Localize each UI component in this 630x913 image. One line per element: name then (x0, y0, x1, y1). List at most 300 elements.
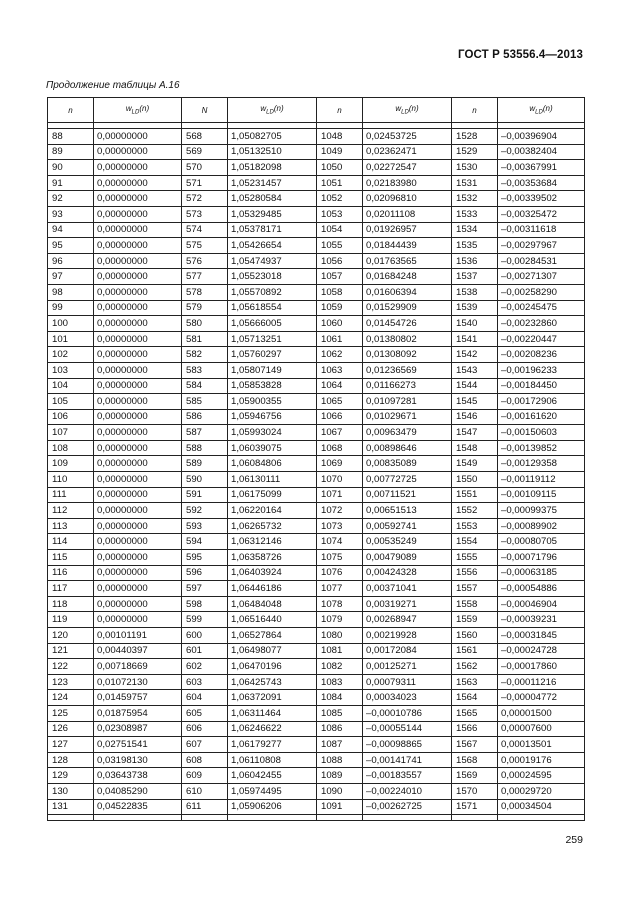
index-cell: 1053 (317, 206, 363, 222)
value-cell: 1,06311464 (228, 705, 317, 721)
table-row (48, 550, 585, 566)
index-cell: 1566 (452, 721, 498, 737)
value-cell: 0,00000000 (94, 300, 182, 316)
index-cell: 1060 (317, 316, 363, 332)
table-row (48, 206, 585, 222)
index-cell: 1552 (452, 503, 498, 519)
value-cell: –0,00055144 (363, 721, 452, 737)
index-cell: 568 (182, 129, 228, 145)
index-cell: 1545 (452, 394, 498, 410)
index-cell: 94 (48, 222, 94, 238)
index-cell: 583 (182, 362, 228, 378)
index-cell: 1062 (317, 347, 363, 363)
value-cell: 1,06179277 (228, 737, 317, 753)
value-cell: 0,00371041 (363, 581, 452, 597)
table-row (48, 565, 585, 581)
value-cell: 0,00424328 (363, 565, 452, 581)
value-cell: 1,05426654 (228, 238, 317, 254)
index-cell: 1532 (452, 191, 498, 207)
table-row (48, 721, 585, 737)
table-row (48, 160, 585, 176)
index-cell: 1550 (452, 472, 498, 488)
value-cell: 0,02183980 (363, 175, 452, 191)
index-cell: 609 (182, 768, 228, 784)
value-cell: 0,00000000 (94, 144, 182, 160)
value-cell: 1,05906206 (228, 799, 317, 815)
index-cell: 1075 (317, 550, 363, 566)
value-cell: 0,00000000 (94, 456, 182, 472)
index-cell: 116 (48, 565, 94, 581)
value-cell: 1,05132510 (228, 144, 317, 160)
value-cell: 0,00268947 (363, 612, 452, 628)
index-cell: 105 (48, 394, 94, 410)
value-cell: –0,00139852 (498, 440, 585, 456)
index-cell: 1082 (317, 659, 363, 675)
table-row (48, 503, 585, 519)
value-cell: 0,03643738 (94, 768, 182, 784)
value-cell: –0,00004772 (498, 690, 585, 706)
index-cell: 1567 (452, 737, 498, 753)
table-row (48, 643, 585, 659)
value-cell: 1,06358726 (228, 550, 317, 566)
index-cell: 123 (48, 674, 94, 690)
value-cell: 0,01763565 (363, 253, 452, 269)
value-cell: 0,01844439 (363, 238, 452, 254)
value-cell: 1,05666005 (228, 316, 317, 332)
value-cell: 0,00000000 (94, 440, 182, 456)
index-cell: 1064 (317, 378, 363, 394)
index-cell: 585 (182, 394, 228, 410)
value-cell: –0,00089902 (498, 518, 585, 534)
index-cell: 1549 (452, 456, 498, 472)
index-cell: 98 (48, 284, 94, 300)
table-caption: Продолжение таблицы А.16 (46, 80, 180, 91)
value-cell: 0,00000000 (94, 612, 182, 628)
column-header: N (182, 98, 228, 123)
value-cell: 0,02096810 (363, 191, 452, 207)
column-header: $w_{LD}(n)$ (228, 98, 317, 123)
index-cell: 1554 (452, 534, 498, 550)
value-cell: 0,00000000 (94, 269, 182, 285)
value-cell: 0,00000000 (94, 160, 182, 176)
value-cell: 0,02308987 (94, 721, 182, 737)
index-cell: 120 (48, 628, 94, 644)
index-cell: 1087 (317, 737, 363, 753)
index-cell: 576 (182, 253, 228, 269)
index-cell: 1074 (317, 534, 363, 550)
value-cell: 0,00000000 (94, 394, 182, 410)
index-cell: 1551 (452, 487, 498, 503)
table-row (48, 175, 585, 191)
index-cell: 1058 (317, 284, 363, 300)
value-cell: 0,00034023 (363, 690, 452, 706)
value-cell: 0,00001500 (498, 705, 585, 721)
index-cell: 103 (48, 362, 94, 378)
value-cell: 0,00440397 (94, 643, 182, 659)
index-cell: 106 (48, 409, 94, 425)
value-cell: 1,05618554 (228, 300, 317, 316)
index-cell: 600 (182, 628, 228, 644)
value-cell: 0,01606394 (363, 284, 452, 300)
index-cell: 574 (182, 222, 228, 238)
table-row (48, 596, 585, 612)
value-cell: –0,00172906 (498, 394, 585, 410)
index-cell: 1537 (452, 269, 498, 285)
value-cell: 0,00000000 (94, 581, 182, 597)
index-cell: 1048 (317, 129, 363, 145)
index-cell: 1091 (317, 799, 363, 815)
index-cell: 117 (48, 581, 94, 597)
value-cell: –0,00339502 (498, 191, 585, 207)
value-cell: 0,01926957 (363, 222, 452, 238)
table-row (48, 487, 585, 503)
value-cell: 0,01875954 (94, 705, 182, 721)
value-cell: –0,00232860 (498, 316, 585, 332)
value-cell: –0,00161620 (498, 409, 585, 425)
value-cell: –0,00220447 (498, 331, 585, 347)
table-row (48, 612, 585, 628)
index-cell: 108 (48, 440, 94, 456)
value-cell: 0,02272547 (363, 160, 452, 176)
index-cell: 1528 (452, 129, 498, 145)
index-cell: 578 (182, 284, 228, 300)
index-cell: 582 (182, 347, 228, 363)
value-cell: 1,06130111 (228, 472, 317, 488)
index-cell: 1559 (452, 612, 498, 628)
index-cell: 577 (182, 269, 228, 285)
value-cell: 0,00000000 (94, 425, 182, 441)
value-cell: 1,05974495 (228, 783, 317, 799)
index-cell: 601 (182, 643, 228, 659)
value-cell: –0,00284531 (498, 253, 585, 269)
value-cell: 0,00835089 (363, 456, 452, 472)
value-cell: 0,00000000 (94, 534, 182, 550)
index-cell: 1083 (317, 674, 363, 690)
index-cell: 611 (182, 799, 228, 815)
table-row (48, 799, 585, 815)
index-cell: 1061 (317, 331, 363, 347)
index-cell: 579 (182, 300, 228, 316)
value-cell: 1,05231457 (228, 175, 317, 191)
value-cell: 0,00000000 (94, 378, 182, 394)
index-cell: 594 (182, 534, 228, 550)
value-cell: –0,00297967 (498, 238, 585, 254)
table-row (48, 394, 585, 410)
index-cell: 131 (48, 799, 94, 815)
coefficients-table (47, 97, 585, 821)
index-cell: 96 (48, 253, 94, 269)
index-cell: 1073 (317, 518, 363, 534)
index-cell: 121 (48, 643, 94, 659)
index-cell: 1529 (452, 144, 498, 160)
value-cell: 0,01459757 (94, 690, 182, 706)
table-row (48, 316, 585, 332)
value-cell: 0,00029720 (498, 783, 585, 799)
value-cell: 0,00000000 (94, 191, 182, 207)
index-cell: 1090 (317, 783, 363, 799)
index-cell: 1081 (317, 643, 363, 659)
value-cell: –0,00129358 (498, 456, 585, 472)
index-cell: 1553 (452, 518, 498, 534)
value-cell: –0,00258290 (498, 284, 585, 300)
index-cell: 1049 (317, 144, 363, 160)
index-cell: 126 (48, 721, 94, 737)
index-cell: 602 (182, 659, 228, 675)
value-cell: –0,00224010 (363, 783, 452, 799)
value-cell: –0,00098865 (363, 737, 452, 753)
index-cell: 1538 (452, 284, 498, 300)
document-standard-header: ГОСТ Р 53556.4—2013 (458, 49, 583, 61)
value-cell: –0,00353684 (498, 175, 585, 191)
value-cell: –0,00367991 (498, 160, 585, 176)
index-cell: 586 (182, 409, 228, 425)
value-cell: 0,00000000 (94, 362, 182, 378)
value-cell: 0,00000000 (94, 518, 182, 534)
value-cell: –0,00271307 (498, 269, 585, 285)
value-cell: –0,00150603 (498, 425, 585, 441)
value-cell: 0,01380802 (363, 331, 452, 347)
value-cell: 0,01166273 (363, 378, 452, 394)
table-row (48, 581, 585, 597)
index-cell: 1085 (317, 705, 363, 721)
index-cell: 1569 (452, 768, 498, 784)
index-cell: 589 (182, 456, 228, 472)
value-cell: 0,01454726 (363, 316, 452, 332)
index-cell: 1079 (317, 612, 363, 628)
table-row (48, 378, 585, 394)
index-cell: 1535 (452, 238, 498, 254)
value-cell: 0,00963479 (363, 425, 452, 441)
index-cell: 588 (182, 440, 228, 456)
value-cell: 0,00000000 (94, 316, 182, 332)
index-cell: 1540 (452, 316, 498, 332)
index-cell: 1067 (317, 425, 363, 441)
table-row (48, 362, 585, 378)
index-cell: 607 (182, 737, 228, 753)
value-cell: 0,00479089 (363, 550, 452, 566)
value-cell: 1,05853828 (228, 378, 317, 394)
value-cell: 0,00718669 (94, 659, 182, 675)
value-cell: –0,00141741 (363, 752, 452, 768)
value-cell: 1,06446186 (228, 581, 317, 597)
value-cell: 1,06039075 (228, 440, 317, 456)
value-cell: 0,00000000 (94, 596, 182, 612)
value-cell: 0,00000000 (94, 175, 182, 191)
value-cell: 1,06084806 (228, 456, 317, 472)
index-cell: 1071 (317, 487, 363, 503)
index-cell: 1530 (452, 160, 498, 176)
value-cell: –0,00071796 (498, 550, 585, 566)
value-cell: 0,00000000 (94, 487, 182, 503)
value-cell: 0,04085290 (94, 783, 182, 799)
index-cell: 1548 (452, 440, 498, 456)
value-cell: 0,00125271 (363, 659, 452, 675)
index-cell: 1557 (452, 581, 498, 597)
index-cell: 1562 (452, 659, 498, 675)
index-cell: 1556 (452, 565, 498, 581)
table-row (48, 300, 585, 316)
index-cell: 592 (182, 503, 228, 519)
value-cell: 0,03198130 (94, 752, 182, 768)
index-cell: 124 (48, 690, 94, 706)
index-cell: 1052 (317, 191, 363, 207)
value-cell: 1,06042455 (228, 768, 317, 784)
value-cell: 0,00535249 (363, 534, 452, 550)
value-cell: 0,00000000 (94, 284, 182, 300)
index-cell: 1080 (317, 628, 363, 644)
index-cell: 130 (48, 783, 94, 799)
value-cell: –0,00010786 (363, 705, 452, 721)
index-cell: 1539 (452, 300, 498, 316)
value-cell: 1,06220164 (228, 503, 317, 519)
value-cell: 1,06372091 (228, 690, 317, 706)
index-cell: 590 (182, 472, 228, 488)
index-cell: 93 (48, 206, 94, 222)
index-cell: 111 (48, 487, 94, 503)
index-cell: 1069 (317, 456, 363, 472)
value-cell: 0,00711521 (363, 487, 452, 503)
column-header: n (452, 98, 498, 123)
value-cell: 1,05713251 (228, 331, 317, 347)
index-cell: 1065 (317, 394, 363, 410)
value-cell: –0,00262725 (363, 799, 452, 815)
value-cell: 0,02751541 (94, 737, 182, 753)
value-cell: 0,00013501 (498, 737, 585, 753)
index-cell: 90 (48, 160, 94, 176)
index-cell: 1568 (452, 752, 498, 768)
index-cell: 1560 (452, 628, 498, 644)
value-cell: 0,00172084 (363, 643, 452, 659)
table-row (48, 253, 585, 269)
value-cell: 1,06312146 (228, 534, 317, 550)
value-cell: –0,00063185 (498, 565, 585, 581)
index-cell: 107 (48, 425, 94, 441)
value-cell: 0,00000000 (94, 565, 182, 581)
table-row (48, 659, 585, 675)
value-cell: 0,00651513 (363, 503, 452, 519)
table-row (48, 222, 585, 238)
value-cell: 1,06425743 (228, 674, 317, 690)
value-cell: 0,00319271 (363, 596, 452, 612)
value-cell: –0,00184450 (498, 378, 585, 394)
value-cell: 1,05946756 (228, 409, 317, 425)
index-cell: 1070 (317, 472, 363, 488)
value-cell: 1,06403924 (228, 565, 317, 581)
index-cell: 1077 (317, 581, 363, 597)
index-cell: 119 (48, 612, 94, 628)
index-cell: 91 (48, 175, 94, 191)
index-cell: 109 (48, 456, 94, 472)
table-row (48, 144, 585, 160)
index-cell: 573 (182, 206, 228, 222)
table-row (48, 425, 585, 441)
index-cell: 1534 (452, 222, 498, 238)
value-cell: 0,00000000 (94, 347, 182, 363)
table-row (48, 628, 585, 644)
index-cell: 1571 (452, 799, 498, 815)
value-cell: 0,00007600 (498, 721, 585, 737)
value-cell: 0,04522835 (94, 799, 182, 815)
value-cell: –0,00080705 (498, 534, 585, 550)
value-cell: 0,00000000 (94, 129, 182, 145)
value-cell: 0,00000000 (94, 503, 182, 519)
table-row (48, 331, 585, 347)
table-row (48, 238, 585, 254)
table-row (48, 737, 585, 753)
index-cell: 1076 (317, 565, 363, 581)
index-cell: 1066 (317, 409, 363, 425)
value-cell: 1,06527864 (228, 628, 317, 644)
value-cell: 0,01072130 (94, 674, 182, 690)
value-cell: 0,00000000 (94, 409, 182, 425)
value-cell: –0,00031845 (498, 628, 585, 644)
table-row (48, 409, 585, 425)
value-cell: 0,01529909 (363, 300, 452, 316)
index-cell: 1054 (317, 222, 363, 238)
index-cell: 101 (48, 331, 94, 347)
index-cell: 118 (48, 596, 94, 612)
table-end-spacer (48, 815, 585, 821)
index-cell: 1536 (452, 253, 498, 269)
index-cell: 1086 (317, 721, 363, 737)
index-cell: 128 (48, 752, 94, 768)
value-cell: 0,00000000 (94, 253, 182, 269)
index-cell: 114 (48, 534, 94, 550)
index-cell: 1564 (452, 690, 498, 706)
index-cell: 1068 (317, 440, 363, 456)
index-cell: 1078 (317, 596, 363, 612)
index-cell: 604 (182, 690, 228, 706)
index-cell: 95 (48, 238, 94, 254)
index-cell: 110 (48, 472, 94, 488)
index-cell: 1051 (317, 175, 363, 191)
value-cell: –0,00024728 (498, 643, 585, 659)
index-cell: 99 (48, 300, 94, 316)
table-row (48, 690, 585, 706)
index-cell: 1089 (317, 768, 363, 784)
value-cell: 1,05760297 (228, 347, 317, 363)
index-cell: 584 (182, 378, 228, 394)
value-cell: 0,01236569 (363, 362, 452, 378)
index-cell: 1555 (452, 550, 498, 566)
index-cell: 1084 (317, 690, 363, 706)
table-row (48, 783, 585, 799)
index-cell: 605 (182, 705, 228, 721)
index-cell: 1531 (452, 175, 498, 191)
table-row (48, 534, 585, 550)
value-cell: 0,00000000 (94, 238, 182, 254)
index-cell: 606 (182, 721, 228, 737)
index-cell: 603 (182, 674, 228, 690)
index-cell: 1088 (317, 752, 363, 768)
index-cell: 1565 (452, 705, 498, 721)
value-cell: 0,00000000 (94, 472, 182, 488)
value-cell: 1,05474937 (228, 253, 317, 269)
index-cell: 569 (182, 144, 228, 160)
value-cell: –0,00017860 (498, 659, 585, 675)
value-cell: 0,01684248 (363, 269, 452, 285)
index-cell: 97 (48, 269, 94, 285)
value-cell: 0,01097281 (363, 394, 452, 410)
table-row (48, 518, 585, 534)
index-cell: 1063 (317, 362, 363, 378)
value-cell: 1,05993024 (228, 425, 317, 441)
value-cell: 0,01308092 (363, 347, 452, 363)
index-cell: 92 (48, 191, 94, 207)
value-cell: 1,06470196 (228, 659, 317, 675)
index-cell: 596 (182, 565, 228, 581)
column-header: $w_{LD}(n)$ (94, 98, 182, 123)
